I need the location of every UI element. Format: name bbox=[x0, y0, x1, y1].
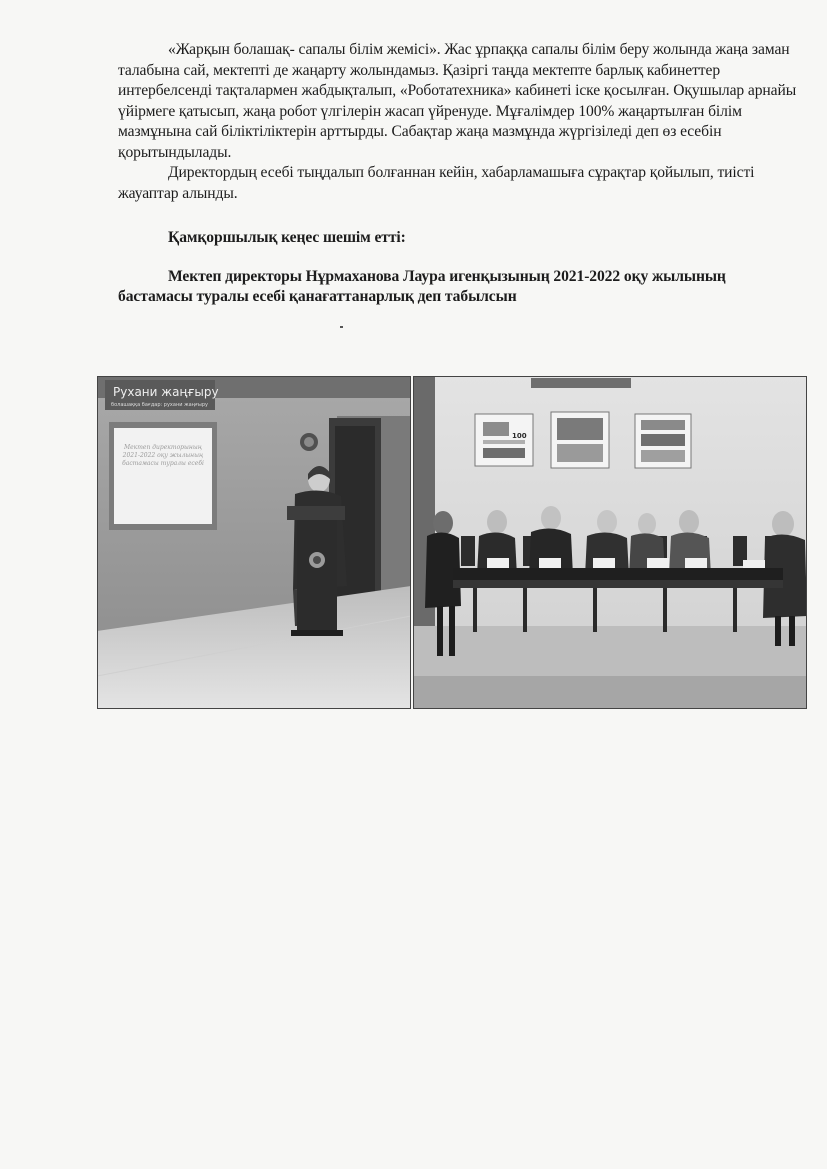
council-table bbox=[453, 568, 783, 580]
banner-text: Рухани жаңғыру bbox=[113, 385, 219, 399]
screen-text: Мектеп директорының 2021-2022 оқу жылының бастамасы туралы есебі bbox=[122, 444, 204, 467]
photo-speaker-image bbox=[97, 376, 411, 709]
poster-badge: 100 bbox=[512, 432, 527, 440]
podium bbox=[297, 520, 337, 632]
photo-speaker-at-podium bbox=[97, 376, 411, 709]
photo-panel-image bbox=[413, 376, 807, 709]
document-text bbox=[118, 40, 802, 308]
wall-banner bbox=[531, 378, 631, 388]
banner-subtext: болашаққа бағдар: рухани жаңғыру bbox=[111, 402, 208, 408]
photo-council-panel bbox=[413, 376, 807, 709]
decision-text: Мектеп директоры Нұрмаханова Лаура игенқызының 2021-2022 оқу жылының бастамасы туралы есебі қанағаттанарлық деп табылсын bbox=[118, 267, 726, 305]
scan-speck bbox=[340, 326, 343, 328]
photo-collage bbox=[97, 376, 807, 709]
paragraph-report-summary: «Жарқын болашақ- сапалы білім жемісі». Жас ұрпаққа сапалы білім беру жолында жаңа заман талабына сай, мектепті де жаңарту жолындамыз. Қазіргі таңда мектепте барлық кабинеттер интербелсенді тақталармен жабдықталып, «Роботатехника» кабинеті іске қосылған. Оқушылар арнайы үйірмеге қатысып, жаңа робот үлгілерін жасап үйренуде. Мұғалімдер 100% жаңартылған білім мазмұнына сай біліктіліктерін арттырды. Сабақтар жаңа мазмұнда жүргізіледі деп өз есебін қорытындылады. bbox=[118, 41, 797, 161]
decision-heading: Қамқоршылық кеңес шешім етті: bbox=[168, 229, 406, 246]
paragraph-questions: Директордың есебі тыңдалып болғаннан кейін, хабарламашыға сұрақтар қойылып, тиісті жауаптар алынды. bbox=[118, 164, 755, 202]
